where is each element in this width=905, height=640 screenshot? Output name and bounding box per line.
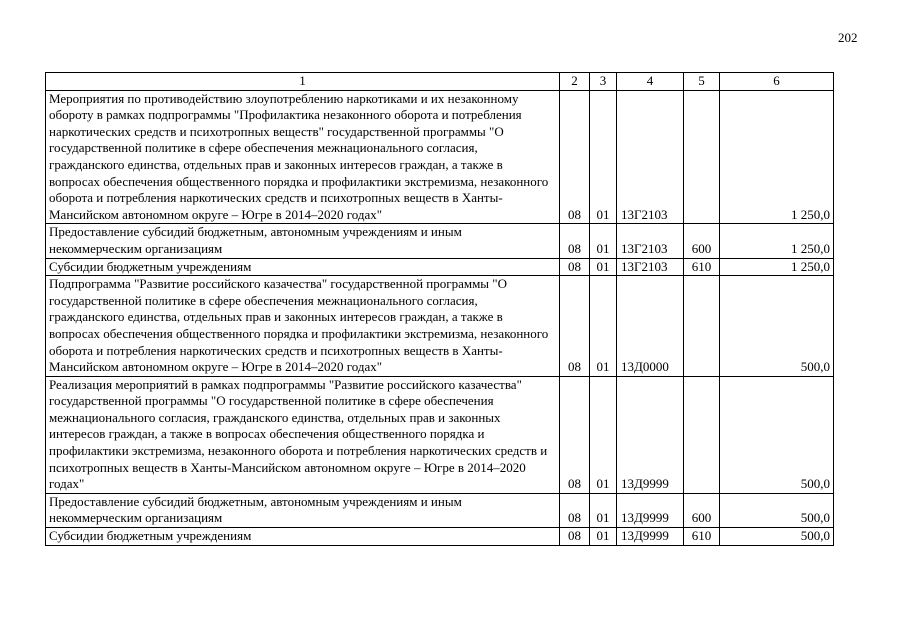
section-code: 08 bbox=[560, 493, 590, 527]
amount: 500,0 bbox=[720, 528, 834, 546]
subsection-code: 01 bbox=[590, 376, 617, 493]
amount: 500,0 bbox=[720, 376, 834, 493]
expense-type-code: 600 bbox=[684, 493, 720, 527]
amount: 500,0 bbox=[720, 493, 834, 527]
row-description: Реализация мероприятий в рамках подпрограммы "Развитие российского казачества" государственной программы "О государственной политике в сфере обеспечения межнационального согласия, гражданского единства, отдельных прав и законных интересов граждан, а также в вопросах обеспечения общественного порядка и профилактики экстремизма, незаконного оборота и потребления наркотических средств и психотропных веществ в Ханты-Мансийском автономном округе – Югре в 2014–2020 годах" bbox=[46, 376, 560, 493]
section-code: 08 bbox=[560, 224, 590, 258]
expense-type-code: 600 bbox=[684, 224, 720, 258]
target-article-code: 13Г2103 bbox=[617, 224, 684, 258]
target-article-code: 13Г2103 bbox=[617, 258, 684, 276]
budget-table bbox=[45, 72, 834, 546]
target-article-code: 13Д0000 bbox=[617, 276, 684, 377]
subsection-code: 01 bbox=[590, 90, 617, 224]
subsection-code: 01 bbox=[590, 528, 617, 546]
row-description: Субсидии бюджетным учреждениям bbox=[46, 528, 560, 546]
subsection-code: 01 bbox=[590, 224, 617, 258]
section-code: 08 bbox=[560, 90, 590, 224]
amount: 500,0 bbox=[720, 276, 834, 377]
table-header-row bbox=[46, 73, 834, 91]
expense-type-code bbox=[684, 276, 720, 377]
header-cell: 5 bbox=[684, 73, 720, 91]
table-row bbox=[46, 493, 834, 527]
header-cell: 2 bbox=[560, 73, 590, 91]
amount: 1 250,0 bbox=[720, 258, 834, 276]
header-cell: 1 bbox=[46, 73, 560, 91]
section-code: 08 bbox=[560, 376, 590, 493]
row-description: Субсидии бюджетным учреждениям bbox=[46, 258, 560, 276]
row-description: Предоставление субсидий бюджетным, автономным учреждениям и иным некоммерческим организациям bbox=[46, 224, 560, 258]
table-row bbox=[46, 258, 834, 276]
subsection-code: 01 bbox=[590, 258, 617, 276]
page-number: 202 bbox=[838, 30, 858, 45]
expense-type-code bbox=[684, 90, 720, 224]
target-article-code: 13Г2103 bbox=[617, 90, 684, 224]
table-row bbox=[46, 276, 834, 377]
amount: 1 250,0 bbox=[720, 224, 834, 258]
header-cell: 6 bbox=[720, 73, 834, 91]
row-description: Подпрограмма "Развитие российского казачества" государственной программы "О государственной политике в сфере обеспечения межнационального согласия, гражданского единства, отдельных прав и законных интересов граждан, а также в вопросах обеспечения общественного порядка и профилактики экстремизма, незаконного оборота и потребления наркотических средств и психотропных веществ в Ханты-Мансийском автономном округе – Югре в 2014–2020 годах" bbox=[46, 276, 560, 377]
expense-type-code bbox=[684, 376, 720, 493]
subsection-code: 01 bbox=[590, 276, 617, 377]
expense-type-code: 610 bbox=[684, 258, 720, 276]
table-row bbox=[46, 90, 834, 224]
section-code: 08 bbox=[560, 276, 590, 377]
target-article-code: 13Д9999 bbox=[617, 493, 684, 527]
header-cell: 4 bbox=[617, 73, 684, 91]
target-article-code: 13Д9999 bbox=[617, 528, 684, 546]
expense-type-code: 610 bbox=[684, 528, 720, 546]
table-row bbox=[46, 376, 834, 493]
row-description: Мероприятия по противодействию злоупотреблению наркотиками и их незаконному обороту в рамках подпрограммы "Профилактика незаконного оборота и потребления наркотических средств и психотропных веществ" государственной программы "О государственной политике в сфере обеспечения межнационального согласия, гражданского единства, отдельных прав и законных интересов граждан, а также в вопросах обеспечения общественного порядка и профилактики экстремизма, незаконного оборота и потребления наркотических средств и психотропных веществ в Ханты-Мансийском автономном округе – Югре в 2014–2020 годах" bbox=[46, 90, 560, 224]
target-article-code: 13Д9999 bbox=[617, 376, 684, 493]
section-code: 08 bbox=[560, 528, 590, 546]
section-code: 08 bbox=[560, 258, 590, 276]
amount: 1 250,0 bbox=[720, 90, 834, 224]
subsection-code: 01 bbox=[590, 493, 617, 527]
table-row bbox=[46, 224, 834, 258]
header-cell: 3 bbox=[590, 73, 617, 91]
row-description: Предоставление субсидий бюджетным, автономным учреждениям и иным некоммерческим организациям bbox=[46, 493, 560, 527]
table-row bbox=[46, 528, 834, 546]
